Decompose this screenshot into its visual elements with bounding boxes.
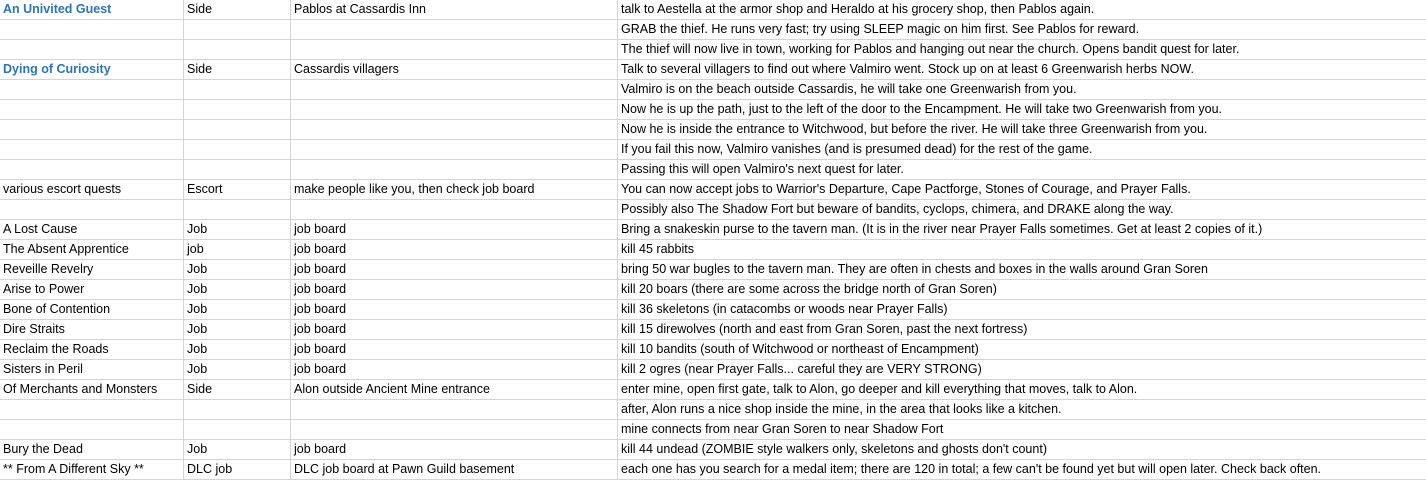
quest-type-cell[interactable] bbox=[184, 100, 291, 120]
quest-name-cell[interactable] bbox=[0, 160, 184, 180]
quest-notes-cell[interactable]: each one has you search for a medal item; there are 120 in total; a few can't be found yet but will open later. Check back often. bbox=[618, 460, 1426, 480]
quest-source-cell[interactable]: DLC job board at Pawn Guild basement bbox=[291, 460, 618, 480]
quest-source-cell[interactable] bbox=[291, 400, 618, 420]
quest-notes-cell[interactable]: GRAB the thief. He runs very fast; try using SLEEP magic on him first. See Pablos for reward. bbox=[618, 20, 1426, 40]
quest-source-cell[interactable]: job board bbox=[291, 260, 618, 280]
table-row bbox=[0, 460, 1426, 480]
quest-type-cell[interactable]: Escort bbox=[184, 180, 291, 200]
table-row bbox=[0, 40, 1426, 60]
table-row bbox=[0, 120, 1426, 140]
quest-source-cell[interactable]: job board bbox=[291, 220, 618, 240]
quest-notes-cell[interactable]: kill 10 bandits (south of Witchwood or northeast of Encampment) bbox=[618, 340, 1426, 360]
quest-notes-cell[interactable]: Possibly also The Shadow Fort but beware of bandits, cyclops, chimera, and DRAKE along the way. bbox=[618, 200, 1426, 220]
table-row bbox=[0, 200, 1426, 220]
quest-source-cell[interactable] bbox=[291, 140, 618, 160]
quest-source-cell[interactable]: job board bbox=[291, 360, 618, 380]
quest-source-cell[interactable]: Alon outside Ancient Mine entrance bbox=[291, 380, 618, 400]
table-row bbox=[0, 400, 1426, 420]
quest-name-cell[interactable]: various escort quests bbox=[0, 180, 184, 200]
quest-source-cell[interactable]: job board bbox=[291, 240, 618, 260]
quest-source-cell[interactable]: Cassardis villagers bbox=[291, 60, 618, 80]
quest-notes-cell[interactable]: Now he is inside the entrance to Witchwood, but before the river. He will take three Greenwarish from you. bbox=[618, 120, 1426, 140]
table-row bbox=[0, 240, 1426, 260]
quest-notes-cell[interactable]: enter mine, open first gate, talk to Alon, go deeper and kill everything that moves, talk to Alon. bbox=[618, 380, 1426, 400]
quest-notes-cell[interactable]: kill 45 rabbits bbox=[618, 240, 1426, 260]
table-row bbox=[0, 180, 1426, 200]
quest-type-cell[interactable] bbox=[184, 80, 291, 100]
quest-name-cell[interactable]: Dying of Curiosity bbox=[0, 60, 184, 80]
quest-type-cell[interactable]: job bbox=[184, 240, 291, 260]
quest-name-cell[interactable] bbox=[0, 420, 184, 440]
quest-source-cell[interactable] bbox=[291, 40, 618, 60]
quest-source-cell[interactable] bbox=[291, 20, 618, 40]
table-row bbox=[0, 260, 1426, 280]
table-row bbox=[0, 320, 1426, 340]
quest-notes-cell[interactable]: after, Alon runs a nice shop inside the mine, in the area that looks like a kitchen. bbox=[618, 400, 1426, 420]
quest-type-cell[interactable]: Side bbox=[184, 0, 291, 20]
table-row bbox=[0, 100, 1426, 120]
quest-type-cell[interactable] bbox=[184, 160, 291, 180]
quest-type-cell[interactable]: Job bbox=[184, 340, 291, 360]
quest-notes-cell[interactable]: You can now accept jobs to Warrior's Departure, Cape Pactforge, Stones of Courage, and Prayer Falls. bbox=[618, 180, 1426, 200]
quest-name-cell[interactable] bbox=[0, 400, 184, 420]
quest-notes-cell[interactable]: kill 44 undead (ZOMBIE style walkers only, skeletons and ghosts don't count) bbox=[618, 440, 1426, 460]
table-row bbox=[0, 0, 1426, 20]
quest-notes-cell[interactable]: mine connects from near Gran Soren to near Shadow Fort bbox=[618, 420, 1426, 440]
quest-source-cell[interactable] bbox=[291, 120, 618, 140]
table-row bbox=[0, 340, 1426, 360]
quest-type-cell[interactable]: Side bbox=[184, 60, 291, 80]
table-row bbox=[0, 20, 1426, 40]
quest-name-cell[interactable]: The Absent Apprentice bbox=[0, 240, 184, 260]
table-row bbox=[0, 220, 1426, 240]
quest-notes-cell[interactable]: The thief will now live in town, working for Pablos and hanging out near the church. Opens bandit quest for later. bbox=[618, 40, 1426, 60]
quest-source-cell[interactable]: make people like you, then check job board bbox=[291, 180, 618, 200]
quest-type-cell[interactable]: Job bbox=[184, 440, 291, 460]
quest-type-cell[interactable] bbox=[184, 120, 291, 140]
quest-name-cell[interactable]: ** From A Different Sky ** bbox=[0, 460, 184, 480]
quest-type-cell[interactable] bbox=[184, 420, 291, 440]
quest-name-cell[interactable]: Bury the Dead bbox=[0, 440, 184, 460]
table-row bbox=[0, 380, 1426, 400]
table-row bbox=[0, 140, 1426, 160]
quest-notes-cell[interactable]: kill 36 skeletons (in catacombs or woods near Prayer Falls) bbox=[618, 300, 1426, 320]
quest-name-cell[interactable]: A Lost Cause bbox=[0, 220, 184, 240]
table-row bbox=[0, 360, 1426, 380]
table-row bbox=[0, 300, 1426, 320]
quest-source-cell[interactable]: job board bbox=[291, 440, 618, 460]
quest-source-cell[interactable] bbox=[291, 80, 618, 100]
quest-type-cell[interactable]: Job bbox=[184, 300, 291, 320]
quest-notes-cell[interactable]: Now he is up the path, just to the left of the door to the Encampment. He will take two Greenwarish from you. bbox=[618, 100, 1426, 120]
quest-name-cell[interactable] bbox=[0, 140, 184, 160]
quest-name-cell[interactable]: Reclaim the Roads bbox=[0, 340, 184, 360]
quest-source-cell[interactable]: job board bbox=[291, 300, 618, 320]
table-row bbox=[0, 160, 1426, 180]
quest-notes-cell[interactable]: kill 20 boars (there are some across the bridge north of Gran Soren) bbox=[618, 280, 1426, 300]
quest-name-cell[interactable] bbox=[0, 100, 184, 120]
quest-type-cell[interactable]: Job bbox=[184, 220, 291, 240]
quest-type-cell[interactable] bbox=[184, 400, 291, 420]
quest-source-cell[interactable]: job board bbox=[291, 320, 618, 340]
quest-notes-cell[interactable]: If you fail this now, Valmiro vanishes (and is presumed dead) for the rest of the game. bbox=[618, 140, 1426, 160]
quest-notes-cell[interactable]: kill 15 direwolves (north and east from Gran Soren, past the next fortress) bbox=[618, 320, 1426, 340]
quest-notes-cell[interactable]: bring 50 war bugles to the tavern man. They are often in chests and boxes in the walls around Gran Soren bbox=[618, 260, 1426, 280]
quest-name-cell[interactable]: An Univited Guest bbox=[0, 0, 184, 20]
quest-notes-cell[interactable]: Passing this will open Valmiro's next quest for later. bbox=[618, 160, 1426, 180]
quest-notes-cell[interactable]: talk to Aestella at the armor shop and Heraldo at his grocery shop, then Pablos again. bbox=[618, 0, 1426, 20]
quest-type-cell[interactable] bbox=[184, 20, 291, 40]
quest-source-cell[interactable]: job board bbox=[291, 280, 618, 300]
table-row bbox=[0, 280, 1426, 300]
quest-type-cell[interactable]: Job bbox=[184, 260, 291, 280]
table-row bbox=[0, 60, 1426, 80]
quest-name-cell[interactable] bbox=[0, 120, 184, 140]
quest-type-cell[interactable] bbox=[184, 40, 291, 60]
quest-notes-cell[interactable]: Valmiro is on the beach outside Cassardis, he will take one Greenwarish from you. bbox=[618, 80, 1426, 100]
quest-type-cell[interactable]: Side bbox=[184, 380, 291, 400]
quest-type-cell[interactable] bbox=[184, 140, 291, 160]
quest-source-cell[interactable]: job board bbox=[291, 340, 618, 360]
quest-source-cell[interactable] bbox=[291, 100, 618, 120]
quest-name-cell[interactable] bbox=[0, 200, 184, 220]
quest-notes-cell[interactable]: Talk to several villagers to find out where Valmiro went. Stock up on at least 6 Greenwarish herbs NOW. bbox=[618, 60, 1426, 80]
quest-name-cell[interactable] bbox=[0, 40, 184, 60]
quest-source-cell[interactable] bbox=[291, 160, 618, 180]
table-row bbox=[0, 420, 1426, 440]
quest-notes-cell[interactable]: Bring a snakeskin purse to the tavern man. (It is in the river near Prayer Falls sometimes. Get at least 2 copies of it.) bbox=[618, 220, 1426, 240]
quest-source-cell[interactable] bbox=[291, 420, 618, 440]
quest-name-cell[interactable]: Arise to Power bbox=[0, 280, 184, 300]
quest-type-cell[interactable]: Job bbox=[184, 360, 291, 380]
quest-name-cell[interactable] bbox=[0, 20, 184, 40]
quest-name-cell[interactable] bbox=[0, 80, 184, 100]
quest-type-cell[interactable] bbox=[184, 200, 291, 220]
quest-name-cell[interactable]: Dire Straits bbox=[0, 320, 184, 340]
quest-name-cell[interactable]: Sisters in Peril bbox=[0, 360, 184, 380]
table-row bbox=[0, 80, 1426, 100]
quest-type-cell[interactable]: Job bbox=[184, 280, 291, 300]
quest-name-cell[interactable]: Reveille Revelry bbox=[0, 260, 184, 280]
table-row bbox=[0, 440, 1426, 460]
quest-source-cell[interactable]: Pablos at Cassardis Inn bbox=[291, 0, 618, 20]
quest-source-cell[interactable] bbox=[291, 200, 618, 220]
quest-type-cell[interactable]: DLC job bbox=[184, 460, 291, 480]
quest-type-cell[interactable]: Job bbox=[184, 320, 291, 340]
quest-name-cell[interactable]: Bone of Contention bbox=[0, 300, 184, 320]
quest-name-cell[interactable]: Of Merchants and Monsters bbox=[0, 380, 184, 400]
quest-notes-cell[interactable]: kill 2 ogres (near Prayer Falls... careful they are VERY STRONG) bbox=[618, 360, 1426, 380]
